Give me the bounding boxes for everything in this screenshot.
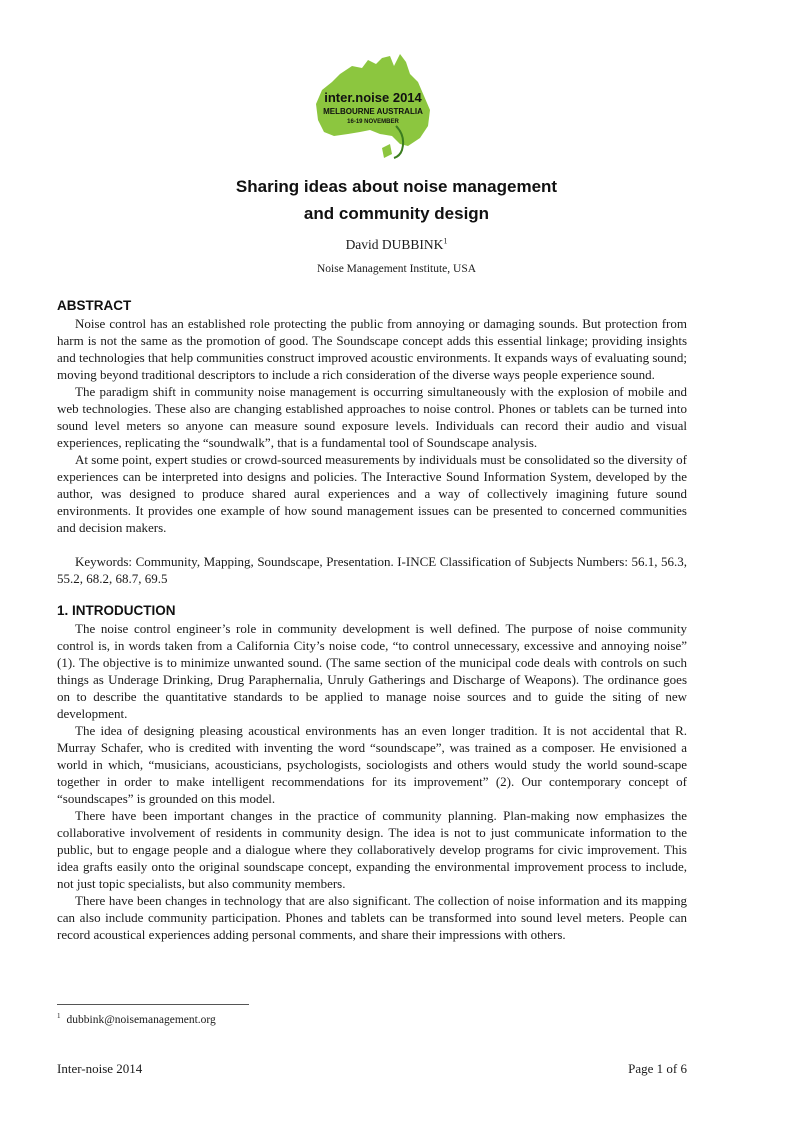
introduction-heading: 1. INTRODUCTION [57,603,176,618]
intro-paragraph-1: The noise control engineer’s role in community development is well defined. The purpose of noise community control is, in words taken from a California City’s noise code, “to control unnecessary, excessive and annoying noise” (1). The objective is to minimize unwanted sound. (The same section of the municipal code deals with controls on such things as Underage Drinking, Drug Paraphernalia, Unruly Gatherings and Discharge of Weapons). The ordinance goes on to describe the quantitative standards to be applied to manage noise sources and to guide the siting of new development. [57,621,687,721]
australia-map-logo-icon [310,52,436,164]
intro-paragraph-4: There have been changes in technology that are also significant. The collection of noise information and its mapping can also include community participation. Phones and tablets can be transformed into sound level meters. People can record acoustical experiences adding personal comments, and share their impressions with others. [57,893,687,942]
title-line-2: and community design [303,204,490,223]
footnote [57,1013,216,1028]
footnote-divider [57,1004,249,1005]
logo-line3: 16-19 NOVEMBER [347,119,399,125]
logo-line1: inter.noise 2014 [324,90,422,105]
intro-paragraph-3: There have been important changes in the practice of community planning. Plan-making now emphasizes the collaborative involvement of residents in community design. The idea is not to just communicate information to the public, but to engage people and a dialogue where they collaboratively develop programs for civic improvement. This idea grafts easily onto the original soundscape concept, expanding the environmental improvement process to include, not just topic specialists, but also community members. [57,808,687,891]
keywords: Keywords: Community, Mapping, Soundscape, Presentation. I-INCE Classification of Subjects Numbers: 56.1, 56.3, 55.2, 68.2, 68.7, 69.5 [57,554,687,586]
paper-body [57,297,687,943]
author [0,236,793,254]
conference-logo [310,52,436,164]
footnote-email-link[interactable]: dubbink@noisemanagement.org [66,1014,216,1026]
abstract-paragraph-3: At some point, expert studies or crowd-sourced measurements by individuals must be consolidated so the diversity of experiences can be interpreted into designs and policies. The Interactive Sound Information System, developed by the author, was designed to produce shared aural experiences and a way of collectively imagining future sound environments. It provides one example of how sound management issues can be presented to concerned communities and decision makers. [57,452,687,535]
abstract-heading: ABSTRACT [57,298,132,313]
abstract-paragraph-2: The paradigm shift in community noise management is occurring simultaneously with the explosion of mobile and web technologies. These also are changing established approaches to noise control. Phones or tablets can be turned into sound level meters so anyone can measure sound exposure levels. Individuals can record their audio and visual experiences, replicating the “soundwalk”, that is a fundamental tool of Soundscape analysis. [57,384,687,450]
intro-paragraph-2: The idea of designing pleasing acoustical environments has an even longer tradition. It is not accidental that R. Murray Schafer, who is credited with inventing the word “soundscape”, was trained as a composer. He envisioned a world in which, “musicians, acousticians, psychologists, sociologists and others would study the world sound-scape together in order to make intelligent recommendations for its improvement” (2). Our contemporary concept of “soundscapes” is grounded on this model. [57,723,687,806]
footnote-mark: 1 [57,1012,61,1021]
author-name: David DUBBINK [345,237,444,252]
logo-line2: MELBOURNE AUSTRALIA [323,107,423,116]
affiliation: Noise Management Institute, USA [316,263,477,275]
abstract-paragraph-1: Noise control has an established role protecting the public from annoying or damaging sounds. But protection from harm is not the same as the promotion of good. The Soundscape concept adds this essential linkage; providing insights and technologies that help communities construct improved acoustic environments. It expands ways of evaluating sound; moving beyond traditional descriptors to include a rich consideration of the diverse ways people experience sound. [57,316,687,382]
paper-title [0,173,793,227]
footer-conference: Inter-noise 2014 [57,1061,143,1076]
author-footnote-mark: 1 [443,236,448,246]
title-line-1: Sharing ideas about noise management [235,177,558,196]
footer-page-number: Page 1 of 6 [628,1061,687,1076]
